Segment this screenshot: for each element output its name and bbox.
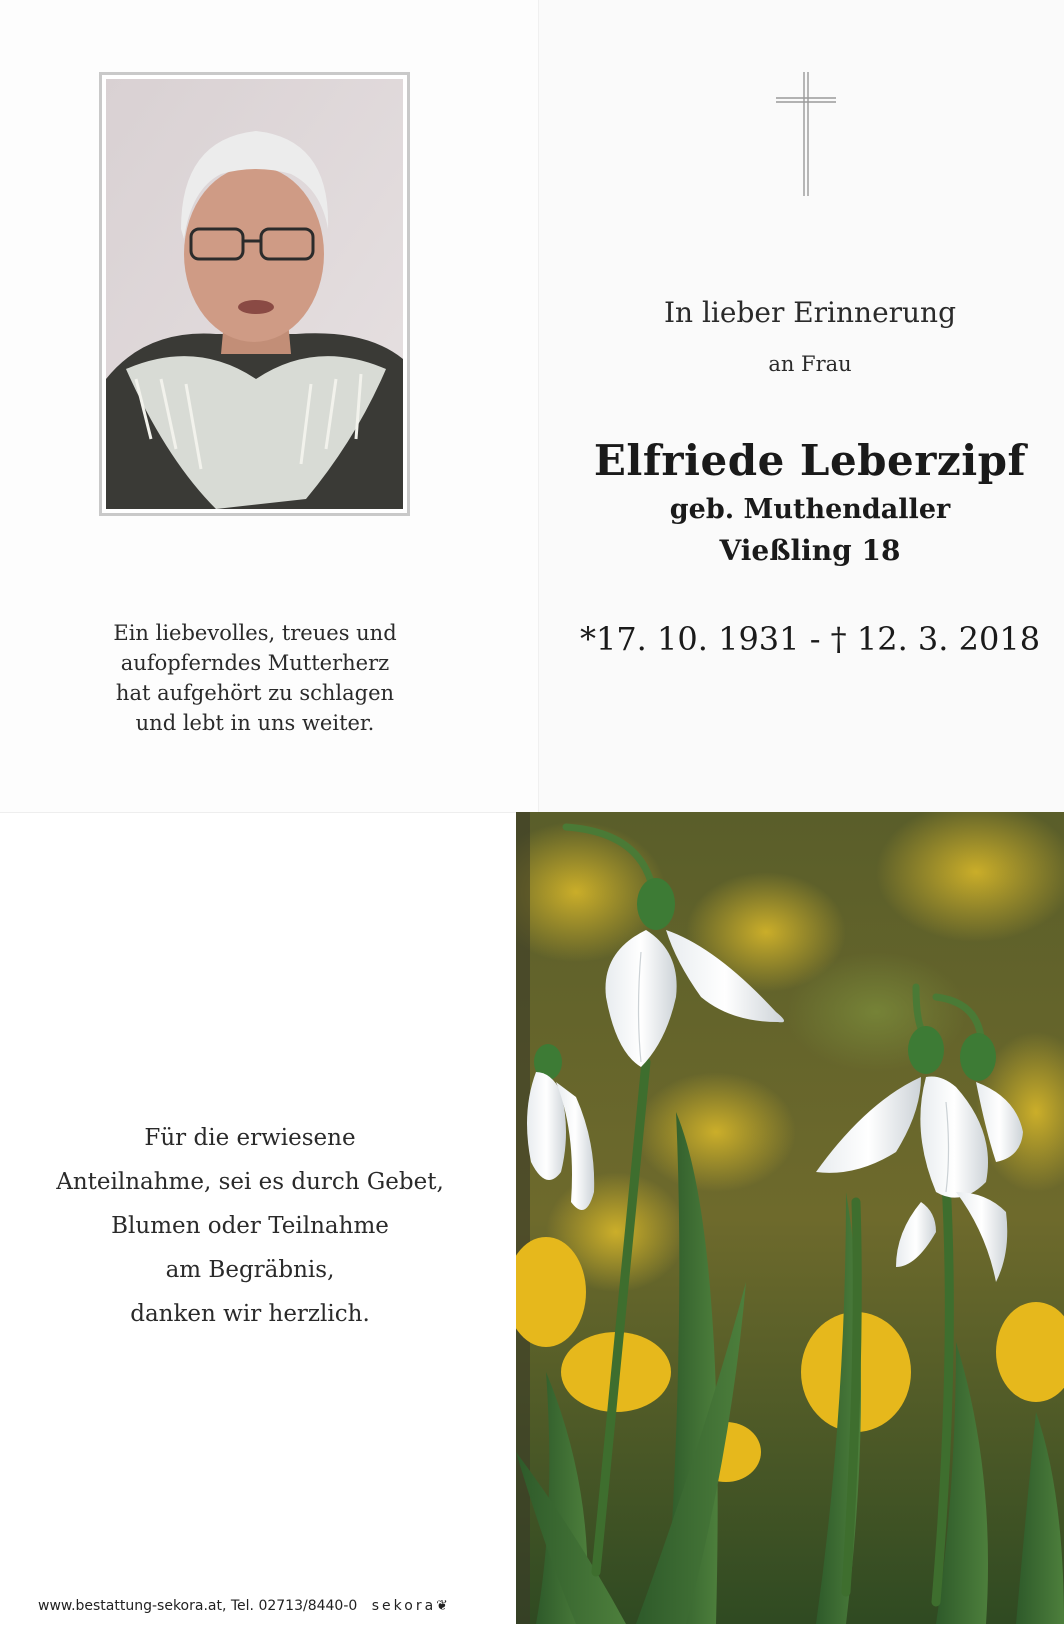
thanks-line: am Begräbnis, — [165, 1257, 335, 1283]
photo-panel — [0, 0, 538, 812]
deceased-name: Elfriede Leberzipf — [593, 436, 1027, 485]
thanks-line: Anteilnahme, sei es durch Gebet, — [56, 1169, 444, 1195]
portrait-photo — [99, 72, 410, 516]
footer — [38, 1598, 448, 1614]
thanks-text — [40, 1116, 460, 1336]
quote-line: hat aufgehört zu schlagen — [115, 681, 395, 705]
snowdrop-flowers-image — [516, 812, 1064, 1624]
memorial-quote — [60, 618, 450, 738]
maiden-name: geb. Muthendaller — [669, 494, 951, 525]
brand-logo: sekora — [371, 1598, 437, 1614]
thanks-line: danken wir herzlich. — [130, 1301, 370, 1327]
portrait-image — [106, 79, 403, 509]
salutation-text: an Frau — [768, 352, 852, 376]
quote-line: aufopferndes Mutterherz — [120, 651, 390, 675]
quote-line: und lebt in uns weiter. — [135, 711, 375, 735]
quote-line: Ein liebevolles, treues und — [113, 621, 397, 645]
cross-icon — [774, 70, 838, 198]
life-dates: *17. 10. 1931 - † 12. 3. 2018 — [579, 620, 1041, 658]
address-text: Vießling 18 — [719, 534, 901, 567]
contact-text: www.bestattung-sekora.at, Tel. 02713/8440-0 — [38, 1598, 358, 1614]
flower-image-panel — [516, 812, 1064, 1624]
intro-text: In lieber Erinnerung — [663, 296, 957, 329]
thanks-line: Blumen oder Teilnahme — [111, 1213, 389, 1239]
thanks-line: Für die erwiesene — [144, 1125, 356, 1151]
bird-icon: ❦ — [436, 1598, 448, 1614]
